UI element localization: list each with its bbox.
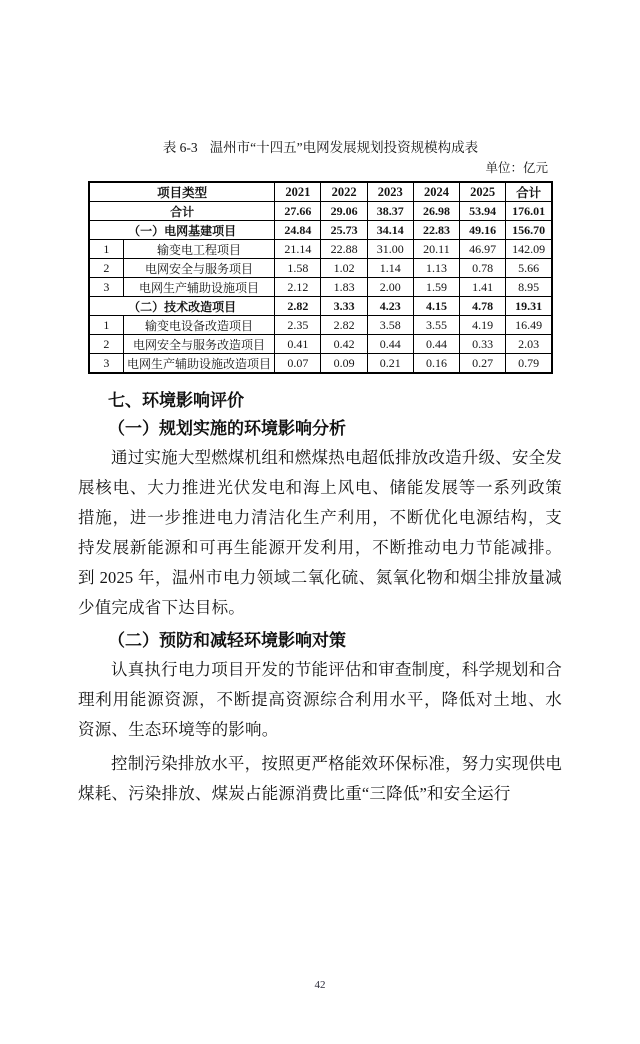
value-cell: 2.03 [506, 335, 552, 354]
row-number: 3 [89, 278, 123, 297]
table-row [89, 335, 552, 354]
table-unit-note: 单位：亿元 [485, 161, 548, 175]
row-number: 1 [89, 316, 123, 335]
value-cell: 46.97 [460, 240, 506, 259]
value-cell: 8.95 [506, 278, 552, 297]
value-cell: 0.07 [275, 354, 321, 374]
row-label: 电网安全与服务项目 [123, 259, 275, 278]
value-cell: 0.21 [367, 354, 413, 374]
value-cell: 24.84 [275, 221, 321, 240]
value-cell: 3.55 [413, 316, 459, 335]
column-header-2025: 2025 [460, 182, 506, 202]
value-cell: 53.94 [460, 202, 506, 221]
row-number: 2 [89, 335, 123, 354]
column-header-project-type: 项目类型 [89, 182, 275, 202]
value-cell: 4.78 [460, 297, 506, 316]
value-cell: 20.11 [413, 240, 459, 259]
value-cell: 22.88 [321, 240, 367, 259]
table-caption-title: 温州市“十四五”电网发展规划投资规模构成表 [209, 140, 479, 155]
column-header-total: 合计 [506, 182, 552, 202]
value-cell: 1.59 [413, 278, 459, 297]
column-header-2022: 2022 [321, 182, 367, 202]
row-label: 电网生产辅助设施项目 [123, 278, 275, 297]
value-cell: 19.31 [506, 297, 552, 316]
value-cell: 156.70 [506, 221, 552, 240]
value-cell: 0.16 [413, 354, 459, 374]
column-header-2024: 2024 [413, 182, 459, 202]
value-cell: 1.83 [321, 278, 367, 297]
document-page [0, 139, 640, 991]
value-cell: 1.58 [275, 259, 321, 278]
value-cell: 27.66 [275, 202, 321, 221]
table-row [89, 278, 552, 297]
table-row [89, 221, 552, 240]
value-cell: 49.16 [460, 221, 506, 240]
table-row [89, 259, 552, 278]
table-caption [88, 139, 553, 157]
value-cell: 3.58 [367, 316, 413, 335]
value-cell: 2.12 [275, 278, 321, 297]
row-label: 电网生产辅助设施改造项目 [123, 354, 275, 374]
value-cell: 0.78 [460, 259, 506, 278]
column-header-2023: 2023 [367, 182, 413, 202]
column-header-2021: 2021 [275, 182, 321, 202]
row-label: 电网安全与服务改造项目 [123, 335, 275, 354]
value-cell: 0.27 [460, 354, 506, 374]
value-cell: 1.13 [413, 259, 459, 278]
value-cell: 142.09 [506, 240, 552, 259]
value-cell: 5.66 [506, 259, 552, 278]
row-number: 1 [89, 240, 123, 259]
value-cell: 0.41 [275, 335, 321, 354]
value-cell: 29.06 [321, 202, 367, 221]
value-cell: 0.79 [506, 354, 552, 374]
value-cell: 1.02 [321, 259, 367, 278]
row-label: 输变电设备改造项目 [123, 316, 275, 335]
row-number: 3 [89, 354, 123, 374]
table-row [89, 240, 552, 259]
table-row [89, 297, 552, 316]
value-cell: 0.42 [321, 335, 367, 354]
document-body-text [78, 391, 562, 809]
value-cell: 2.00 [367, 278, 413, 297]
table-row [89, 354, 552, 374]
row-label: 输变电工程项目 [123, 240, 275, 259]
page-number: 42 [314, 979, 326, 991]
value-cell: 3.33 [321, 297, 367, 316]
value-cell: 1.14 [367, 259, 413, 278]
value-cell: 176.01 [506, 202, 552, 221]
row-number: 2 [89, 259, 123, 278]
value-cell: 0.33 [460, 335, 506, 354]
value-cell: 34.14 [367, 221, 413, 240]
value-cell: 2.82 [275, 297, 321, 316]
value-cell: 22.83 [413, 221, 459, 240]
value-cell: 4.19 [460, 316, 506, 335]
paragraph: 通过实施大型燃煤机组和燃煤热电超低排放改造升级、安全发展核电、大力推进光伏发电和海上风电、储能发展等一系列政策措施，进一步推进电力清洁化生产利用，不断优化电源结构，支持发展新能源和可再生能源开发利用，不断推动电力节能减排。到 2025 年，温州市电力领域二氧化硫、氮氧化物和烟尘排放量减少值完成省下达目标。 [78, 448, 562, 617]
section-heading: 七、环境影响评价 [108, 391, 244, 410]
table-header-row [89, 182, 552, 202]
row-label: 合计 [89, 202, 275, 221]
paragraph: 控制污染排放水平，按照更严格能效环保标准，努力实现供电煤耗、污染排放、煤炭占能源消费比重“三降低”和安全运行 [78, 754, 562, 803]
investment-table [88, 181, 553, 374]
value-cell: 25.73 [321, 221, 367, 240]
value-cell: 1.41 [460, 278, 506, 297]
value-cell: 21.14 [275, 240, 321, 259]
value-cell: 2.35 [275, 316, 321, 335]
value-cell: 26.98 [413, 202, 459, 221]
row-label: （一）电网基建项目 [89, 221, 275, 240]
table-block [88, 139, 553, 374]
table-row [89, 202, 552, 221]
table-row [89, 316, 552, 335]
value-cell: 2.82 [321, 316, 367, 335]
value-cell: 0.09 [321, 354, 367, 374]
row-label: （二）技术改造项目 [89, 297, 275, 316]
value-cell: 0.44 [413, 335, 459, 354]
subsection-heading: （二）预防和减轻环境影响对策 [108, 631, 346, 650]
table-caption-label: 表 6-3 [162, 140, 198, 155]
subsection-heading: （一）规划实施的环境影响分析 [108, 419, 346, 438]
value-cell: 31.00 [367, 240, 413, 259]
value-cell: 4.23 [367, 297, 413, 316]
value-cell: 38.37 [367, 202, 413, 221]
value-cell: 16.49 [506, 316, 552, 335]
value-cell: 0.44 [367, 335, 413, 354]
paragraph: 认真执行电力项目开发的节能评估和审查制度，科学规划和合理利用能源资源，不断提高资源综合利用水平，降低对土地、水资源、生态环境等的影响。 [78, 660, 562, 739]
value-cell: 4.15 [413, 297, 459, 316]
